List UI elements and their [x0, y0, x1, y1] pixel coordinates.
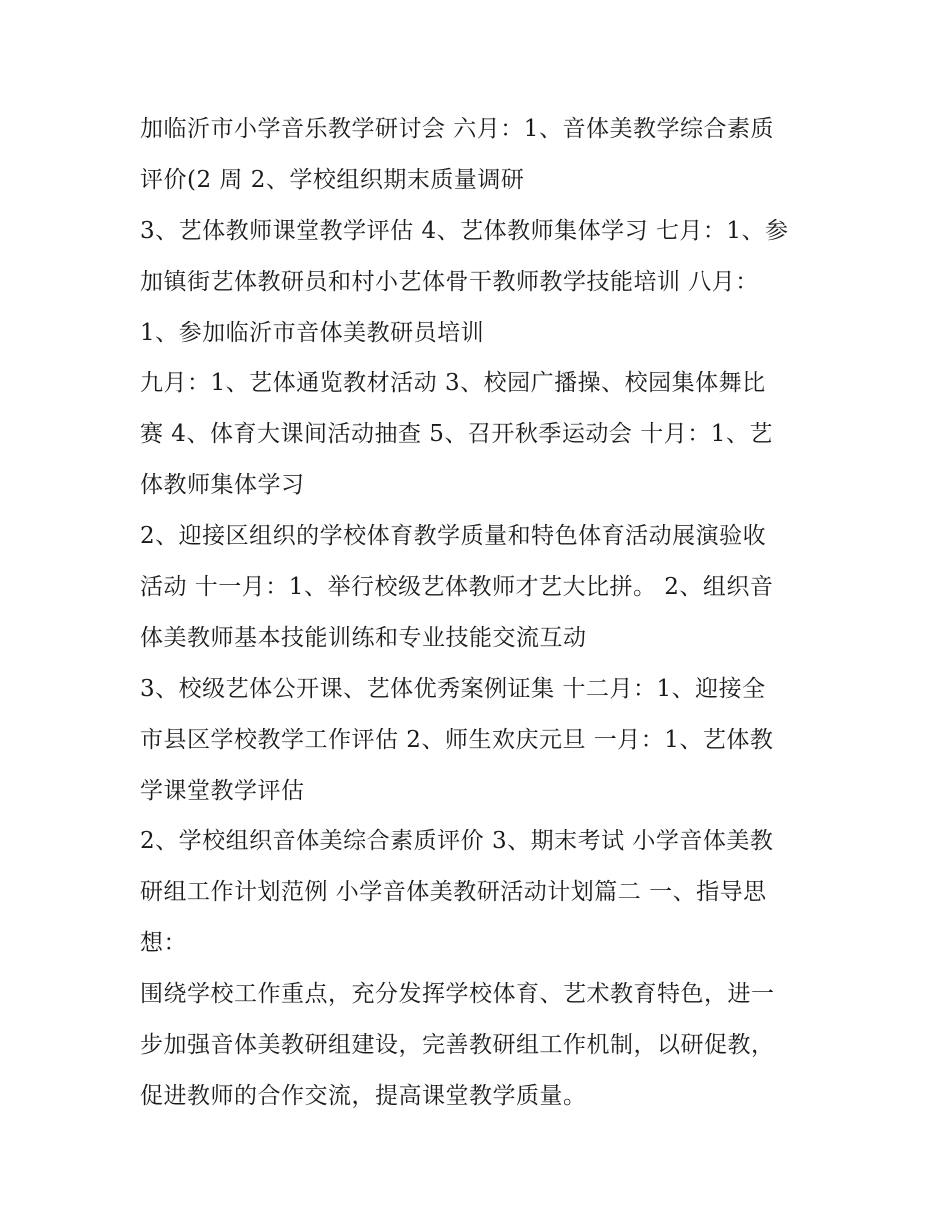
document-body	[140, 104, 840, 1122]
text-line: 3、校级艺体公开课、艺体优秀案例证集 十二月：1、迎接全	[140, 675, 766, 702]
text-line: 加镇街艺体教研员和村小艺体骨干教师教学技能培训 八月：	[140, 268, 759, 295]
text-line: 活动 十一月：1、举行校级艺体教师才艺大比拼。 2、组织音	[140, 574, 774, 601]
text-line: 体教师集体学习	[140, 472, 305, 499]
text-line: 围绕学校工作重点，充分发挥学校体育、艺术教育特色，进一	[140, 981, 775, 1008]
text-line: 加临沂市小学音乐教学研讨会 六月：1、音体美教学综合素质	[140, 116, 774, 142]
text-line: 市县区学校教学工作评估 2、师生欢庆元旦 一月：1、艺体教	[140, 726, 774, 753]
text-line: 学课堂教学评估	[140, 777, 305, 804]
text-line: 评价(2 周 2、学校组织期末质量调研	[140, 166, 525, 193]
text-line: 1、参加临沂市音体美教研员培训	[140, 319, 485, 346]
text-line: 促进教师的合作交流，提高课堂教学质量。	[140, 1082, 587, 1109]
text-line: 赛 4、体育大课间活动抽查 5、召开秋季运动会 十月：1、艺	[140, 421, 773, 448]
text-line: 体美教师基本技能训练和专业技能交流互动	[140, 624, 587, 651]
text-line: 研组工作计划范例 小学音体美教研活动计划篇二 一、指导思	[140, 879, 767, 906]
text-line: 3、艺体教师课堂教学评估 4、艺体教师集体学习 七月：1、参	[140, 217, 789, 244]
text-line: 2、迎接区组织的学校体育教学质量和特色体育活动展演验收	[140, 523, 767, 550]
text-line: 想：	[140, 930, 187, 957]
text-line: 2、学校组织音体美综合素质评价 3、期末考试 小学音体美教	[140, 828, 774, 855]
text-line: 步加强音体美教研组建设，完善教研组工作机制，以研促教，	[140, 1032, 775, 1059]
text-line: 九月：1、艺体通览教材活动 3、校园广播操、校园集体舞比	[140, 370, 766, 397]
